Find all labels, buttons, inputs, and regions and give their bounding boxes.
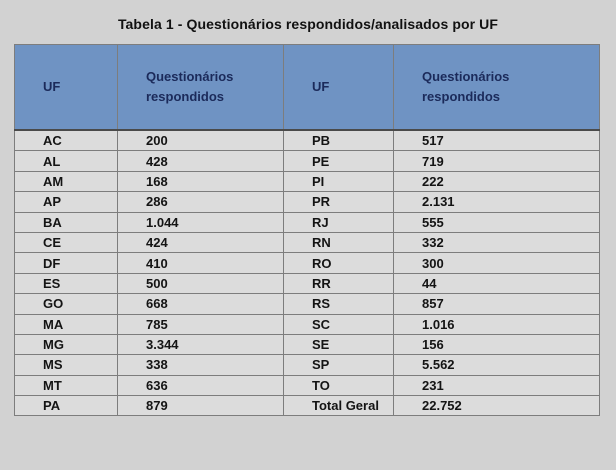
uf-cell: AM (15, 171, 118, 191)
table-row (15, 334, 600, 354)
value-cell: 200 (118, 130, 284, 151)
uf-cell: PA (15, 396, 118, 416)
table-row (15, 130, 600, 151)
header-questionarios-right: Questionários respondidos (394, 45, 600, 131)
table-row (15, 192, 600, 212)
uf-cell: RN (284, 232, 394, 252)
uf-cell: BA (15, 212, 118, 232)
uf-cell: PE (284, 151, 394, 171)
value-cell: 22.752 (394, 396, 600, 416)
value-cell: 500 (118, 273, 284, 293)
uf-cell: PR (284, 192, 394, 212)
value-cell: 300 (394, 253, 600, 273)
value-cell: 424 (118, 232, 284, 252)
uf-cell: PI (284, 171, 394, 191)
value-cell: 1.044 (118, 212, 284, 232)
value-cell: 3.344 (118, 334, 284, 354)
value-cell: 555 (394, 212, 600, 232)
uf-cell: GO (15, 294, 118, 314)
uf-cell: RJ (284, 212, 394, 232)
table-row (15, 355, 600, 375)
uf-cell: ES (15, 273, 118, 293)
uf-cell: SC (284, 314, 394, 334)
uf-cell: DF (15, 253, 118, 273)
uf-cell: CE (15, 232, 118, 252)
table-row (15, 375, 600, 395)
uf-cell: MA (15, 314, 118, 334)
value-cell: 44 (394, 273, 600, 293)
value-cell: 879 (118, 396, 284, 416)
table-row (15, 151, 600, 171)
uf-cell: AL (15, 151, 118, 171)
table-header (15, 45, 600, 131)
uf-cell: RS (284, 294, 394, 314)
value-cell: 517 (394, 130, 600, 151)
value-cell: 231 (394, 375, 600, 395)
value-cell: 668 (118, 294, 284, 314)
uf-cell: AP (15, 192, 118, 212)
table-row (15, 232, 600, 252)
uf-cell: Total Geral (284, 396, 394, 416)
table-row (15, 396, 600, 416)
header-row (15, 45, 600, 131)
value-cell: 1.016 (394, 314, 600, 334)
table-row (15, 171, 600, 191)
value-cell: 719 (394, 151, 600, 171)
uf-cell: MG (15, 334, 118, 354)
value-cell: 785 (118, 314, 284, 334)
table-row (15, 294, 600, 314)
uf-cell: AC (15, 130, 118, 151)
uf-cell: SP (284, 355, 394, 375)
header-questionarios-left: Questionários respondidos (118, 45, 284, 131)
table-row (15, 253, 600, 273)
header-uf-left: UF (15, 45, 118, 131)
table-body (15, 130, 600, 416)
value-cell: 410 (118, 253, 284, 273)
table-title: Tabela 1 - Questionários respondidos/analisados por UF (117, 16, 499, 32)
value-cell: 222 (394, 171, 600, 191)
value-cell: 168 (118, 171, 284, 191)
table-row (15, 314, 600, 334)
uf-cell: TO (284, 375, 394, 395)
value-cell: 5.562 (394, 355, 600, 375)
value-cell: 428 (118, 151, 284, 171)
value-cell: 857 (394, 294, 600, 314)
value-cell: 636 (118, 375, 284, 395)
uf-cell: RR (284, 273, 394, 293)
value-cell: 332 (394, 232, 600, 252)
value-cell: 156 (394, 334, 600, 354)
header-uf-right: UF (284, 45, 394, 131)
uf-cell: MS (15, 355, 118, 375)
uf-cell: PB (284, 130, 394, 151)
value-cell: 2.131 (394, 192, 600, 212)
table-row (15, 273, 600, 293)
value-cell: 286 (118, 192, 284, 212)
uf-cell: MT (15, 375, 118, 395)
uf-cell: SE (284, 334, 394, 354)
table-row (15, 212, 600, 232)
value-cell: 338 (118, 355, 284, 375)
uf-cell: RO (284, 253, 394, 273)
uf-questionnaires-table (14, 44, 600, 416)
